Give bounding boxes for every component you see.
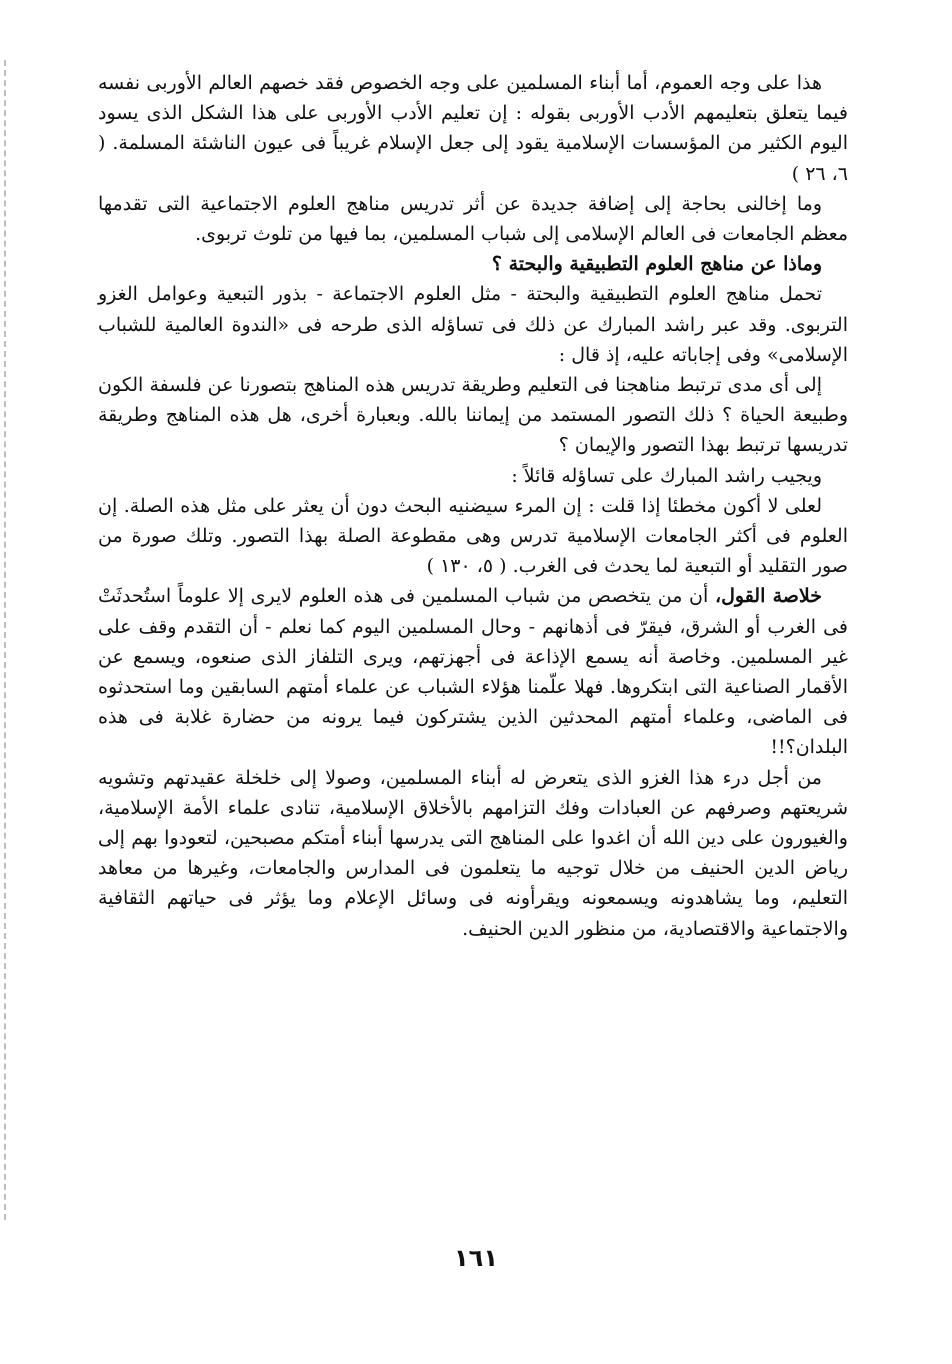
page-number: ١٦١ [454, 1244, 498, 1272]
paragraph-2: وما إخالنى بحاجة إلى إضافة جديدة عن أثر تدريس مناهج العلوم الاجتماعية التى تقدمها معظم الجامعات فى العالم الإسلامى إلى شباب المسلمين، بما فيها من تلوث تربوى. [98, 192, 848, 246]
paragraph-3: تحمل مناهج العلوم التطبيقية والبحتة - مثل العلوم الاجتماعة - بذور التبعية وعوامل الغزو التربوى. وقد عبر راشد المبارك عن ذلك فى تساؤله الذى طرحه فى «الندوة العالمية للشباب الإسلامى» وفى إجاباته عليه، إذ قال : [98, 283, 848, 366]
paragraph-8: من أجل درء هذا الغزو الذى يتعرض له أبناء المسلمين، وصولا إلى خلخلة عقيدتهم وتشويه شريعتهم وصرفهم عن العبادات وفك التزامهم بالأخلاق الإسلامية، تنادى علماء الأمة الإسلامية، والغيورون على دين الله أن اغدوا على المناهج التى يدرسها أبناء أمتكم مصبحين، لتعودوا بهم إلى رياض الدين الحنيف من خلال توجيه ما يتعلمون فى المدارس والجامعات، وغيرها من معاهد التعليم، وما يشاهدونه ويسمعونه ويقرأونه فى وسائل الإعلام وما يؤثر فى حياتهم الثقافية والاجتماعية والاقتصادية، من منظور الدين الحنيف. [98, 766, 848, 940]
scan-margin-marks [4, 60, 8, 1220]
summary-lead: خلاصة القول، [714, 585, 822, 608]
section-heading: وماذا عن مناهج العلوم التطبيقية والبحتة ؟ [491, 253, 822, 276]
paragraph-4-quote: إلى أى مدى ترتبط مناهجنا فى التعليم وطريقة تدريس هذه المناهج بتصورنا عن فلسفة الكون وطبيعة الحياة ؟ ذلك التصور المستمد من إيماننا بالله. وبعبارة أخرى، هل هذه المناهج وطريقة تدريسها ترتبط بهذا التصور والإيمان ؟ [98, 374, 848, 457]
summary-text: أن من يتخصص من شباب المسلمين فى هذه العلوم لايرى إلا علوماً استُحدثَتْ فى الغرب أو الشرق، فيقرّ فى أذهانهم - وحال المسلمين اليوم كما نعلم - أن التقدم وقف على غير المسلمين. وخاصة أنه يسمع الإذاعة فى أجهزتهم، ويرى التلفاز الذى صنعوه، ويسمع عن الأقمار الصناعية التى ابتكروها. فهلا علّمنا هؤلاء الشباب عن علماء أمتهم السابقين وما استحدثوه فى الماضى، وعلماء أمتهم المحدثين الذين يشتركون فيما يرونه من حضارة غلابة فى هذه البلدان؟!! [98, 585, 848, 759]
paragraph-1: هذا على وجه العموم، أما أبناء المسلمين على وجه الخصوص فقد خصهم العالم الأوربى نفسه فيما يتعلق بتعليمهم الأدب الأوربى بقوله : إن تعليم الأدب الأوربى على هذا الشكل الذى يسود اليوم الكثير من المؤسسات الإسلامية يقود إلى جعل الإسلام غريباً فى عيون الناشئة المسلمة. ( ٦، ٢٦ ) [98, 72, 848, 185]
paragraph-7 [98, 581, 848, 762]
paragraph-6-quote: لعلى لا أكون مخطئا إذا قلت : إن المرء سيضنيه البحث دون أن يعثر على مثل هذه الصلة. إن العلوم فى أكثر الجامعات الإسلامية تدرس وهى مقطوعة الصلة بهذا التصور. وتلك صورة من صور التقليد أو التبعية لما يحدث فى الغرب. ( ٥، ١٣٠ ) [98, 494, 848, 578]
body-text [98, 68, 848, 944]
paragraph-5: ويجيب راشد المبارك على تساؤله قائلاً : [511, 464, 822, 487]
